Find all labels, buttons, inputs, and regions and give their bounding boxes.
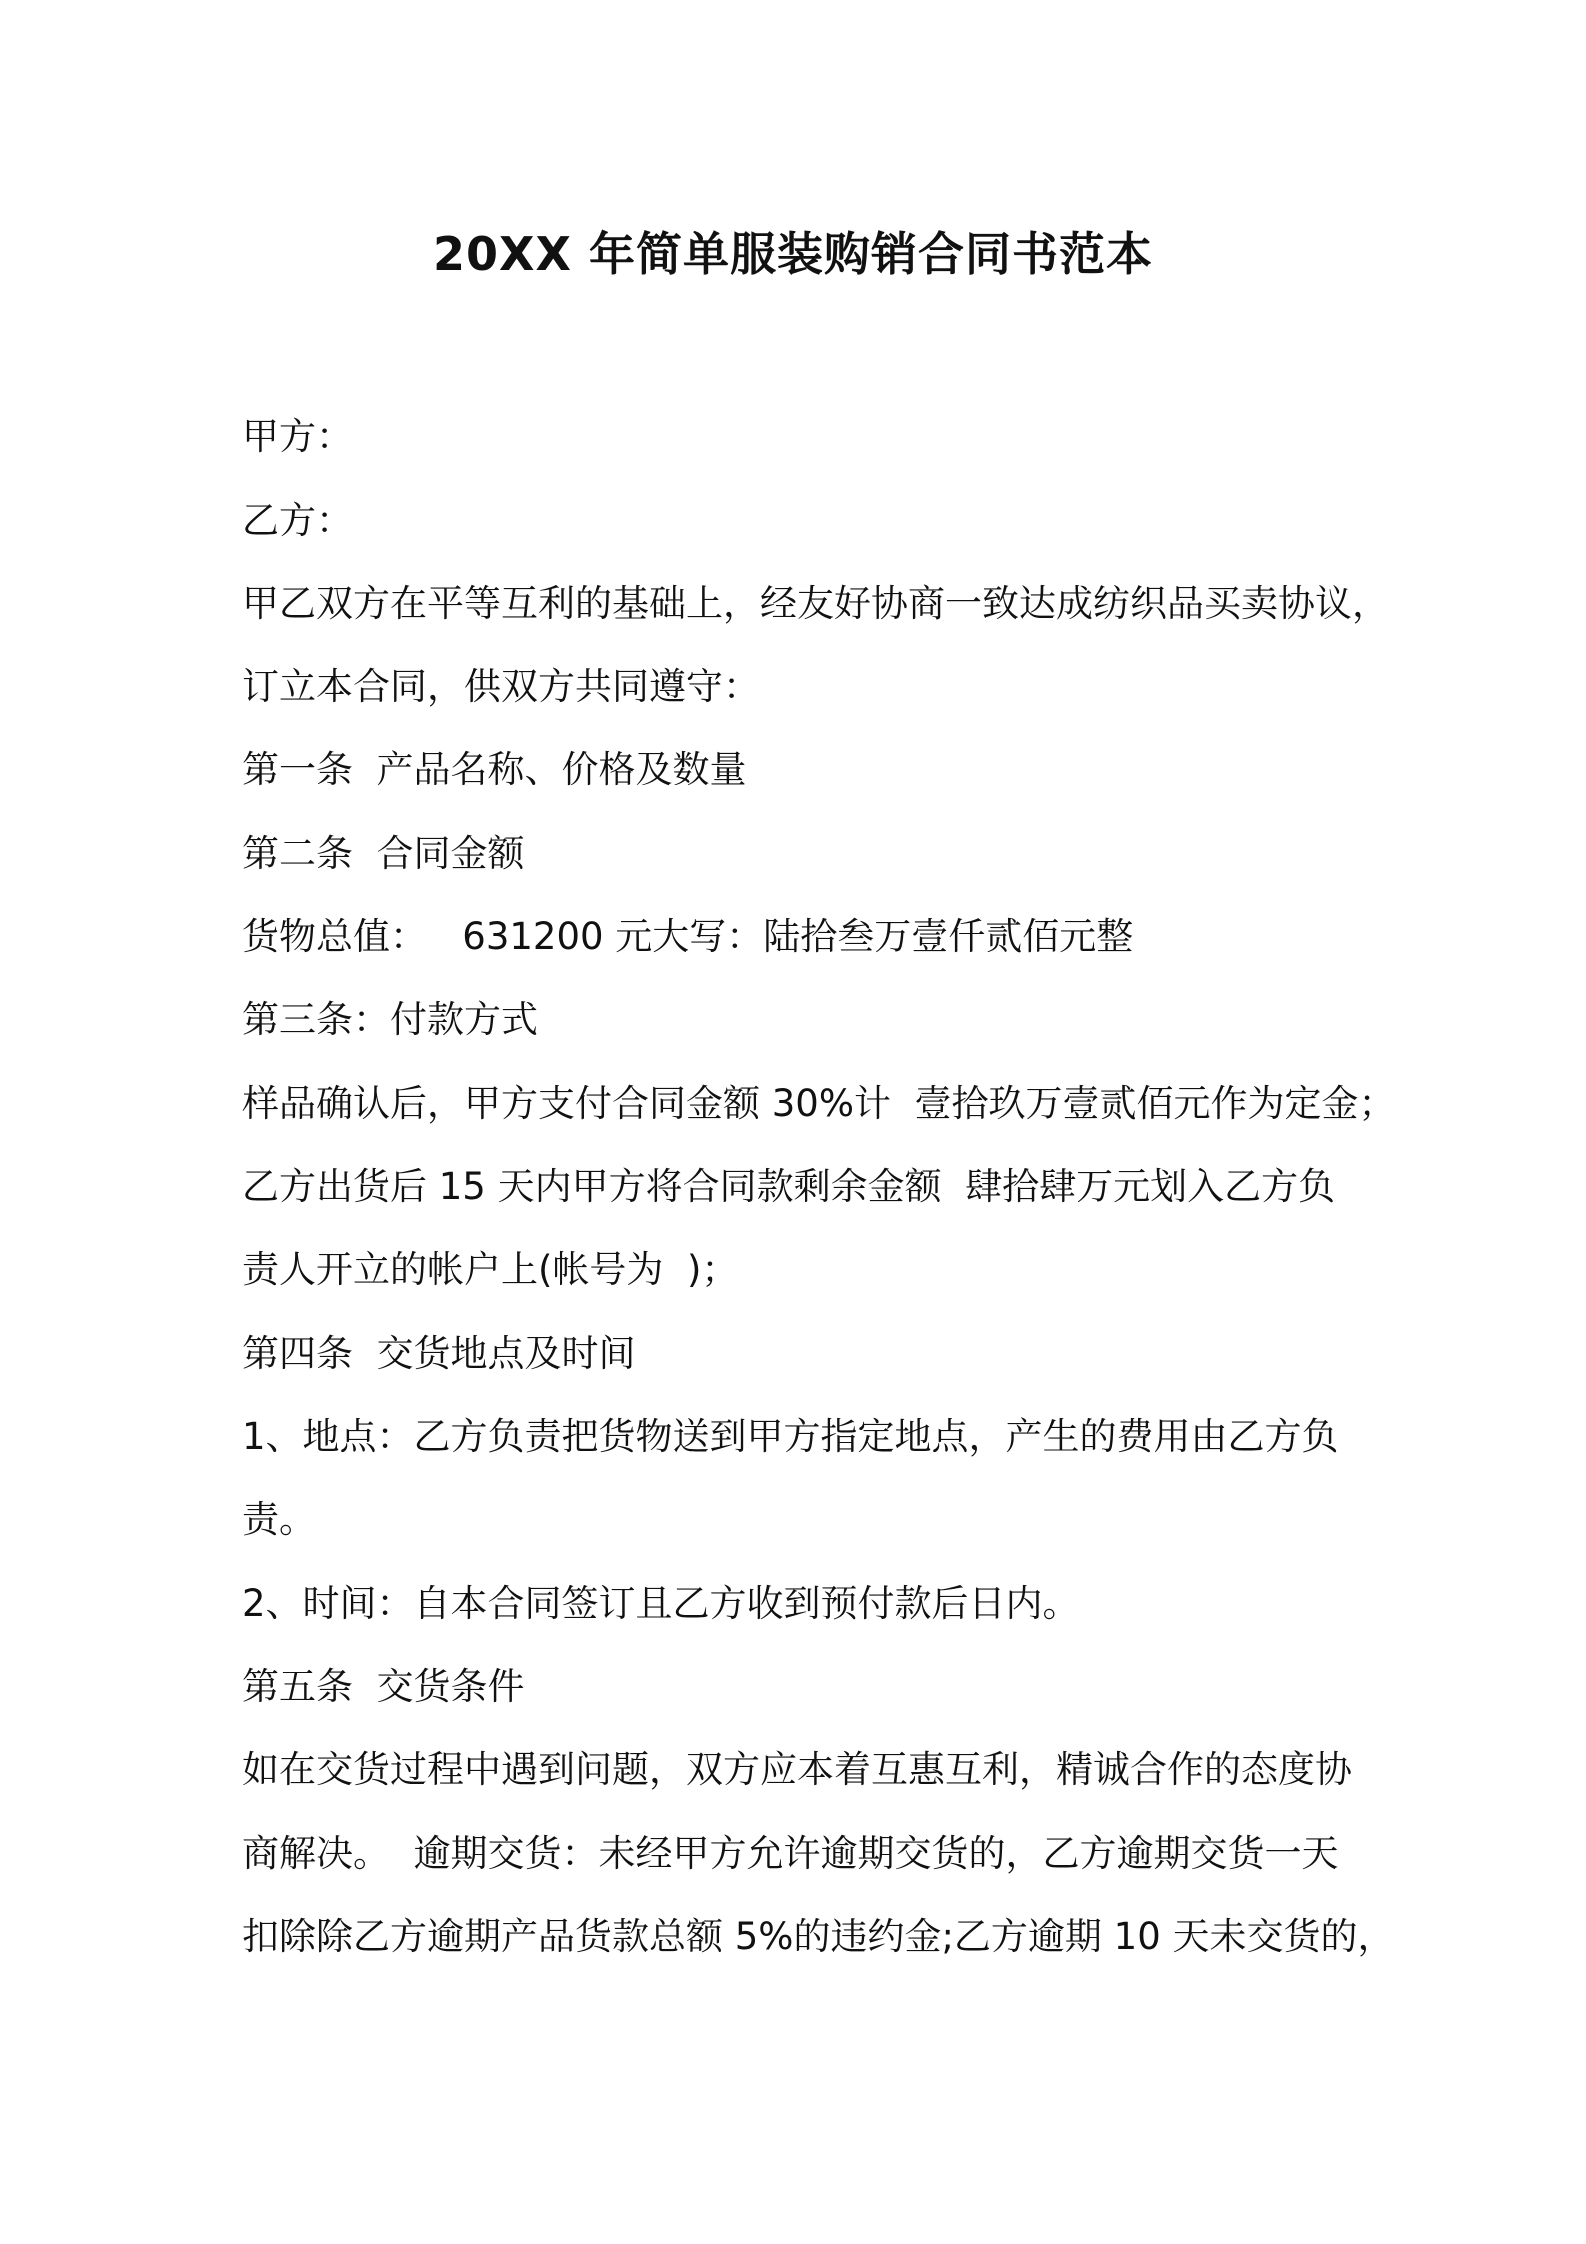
- party-a-line: 甲方：: [242, 415, 353, 458]
- article-2-heading: 第二条 合同金额: [242, 832, 525, 875]
- payment-line-3: 责人开立的帐户上(帐号为 )；: [242, 1248, 739, 1291]
- delivery-place-line-2: 责。: [242, 1498, 316, 1541]
- total-value-line: 货物总值： 631200 元大写：陆拾叁万壹仟贰佰元整: [242, 915, 1134, 958]
- conditions-line-1: 如在交货过程中遇到问题，双方应本着互惠互利，精诚合作的态度协: [242, 1748, 1352, 1791]
- delivery-place-line-1: 1、地点：乙方负责把货物送到甲方指定地点，产生的费用由乙方负: [242, 1415, 1339, 1458]
- article-4-heading: 第四条 交货地点及时间: [242, 1332, 636, 1375]
- party-b-line: 乙方：: [242, 499, 353, 542]
- payment-line-2: 乙方出货后 15 天内甲方将合同款剩余金额 肆拾肆万元划入乙方负: [242, 1165, 1336, 1208]
- preamble-line-2: 订立本合同，供双方共同遵守：: [242, 665, 760, 708]
- article-5-heading: 第五条 交货条件: [242, 1665, 525, 1708]
- preamble-line-1: 甲乙双方在平等互利的基础上，经友好协商一致达成纺织品买卖协议，: [242, 582, 1389, 625]
- payment-line-1: 样品确认后，甲方支付合同金额 30%计 壹拾玖万壹贰佰元作为定金；: [242, 1082, 1396, 1125]
- delivery-time-line: 2、时间：自本合同签订且乙方收到预付款后日内。: [242, 1582, 1080, 1625]
- article-3-heading: 第三条：付款方式: [242, 998, 538, 1041]
- conditions-line-2: 商解决。 逾期交货：未经甲方允许逾期交货的，乙方逾期交货一天: [242, 1832, 1339, 1875]
- document-title: 20XX 年简单服装购销合同书范本: [433, 227, 1153, 281]
- conditions-line-3: 扣除除乙方逾期产品货款总额 5%的违约金;乙方逾期 10 天未交货的，: [242, 1915, 1395, 1958]
- article-1-heading: 第一条 产品名称、价格及数量: [242, 748, 747, 791]
